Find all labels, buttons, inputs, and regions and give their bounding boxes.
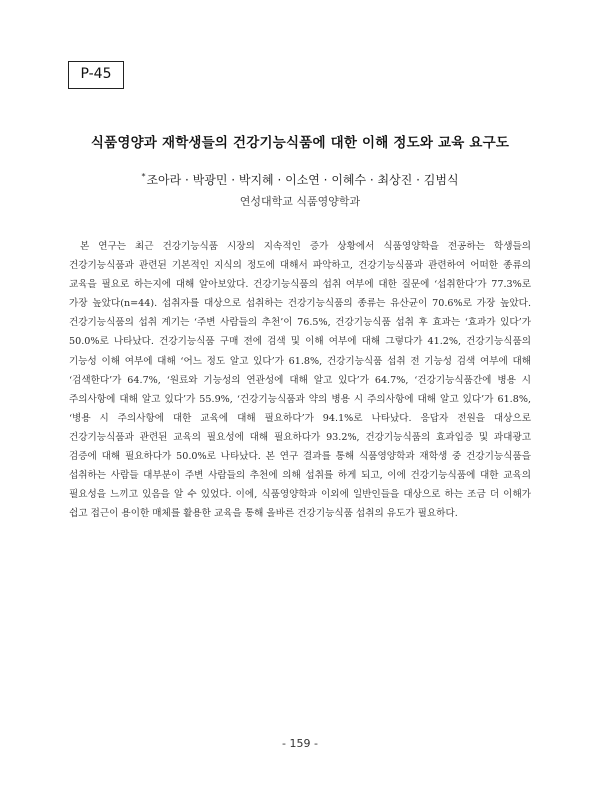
affiliation: 연성대학교 식품영양학과 [239, 195, 361, 208]
poster-number-label: P-45 [68, 61, 124, 89]
author-names: 조아라 · 박광민 · 박지혜 · 이소연 · 이혜수 · 최상진 · 김범식 [146, 173, 459, 187]
abstract-body: 본 연구는 최근 건강기능식품 시장의 지속적인 증가 상황에서 식품영양학을 전공하는 학생들의 건강기능식품과 관련된 기본적인 지식의 정도에 대해서 파악하고, 건강기능식품과 관련하여 어떠한 종류의 교육을 필요로 하는지에 대해 알아보았다. 건강기능식품의 섭취 여부에 대한 질문에 ‘섭취한다’가 77.3%로 가장 높았다(n=44). 섭취자를 대상으로 섭취하는 건강기능식품의 종류는 유산균이 70.6%로 가장 높았다. 건강기능식품의 섭취 계기는 ‘주변 사람들의 추천’이 76.5%, 건강기능식품 섭취 후 효과는 ‘효과가 있다’가 50.0%로 나타났다. 건강기능식품 구매 전에 검색 및 이해 여부에 대해 그렇다가 41.2%, 건강기능식품의 기능성 이해 여부에 대해 ‘어느 정도 알고 있다’가 61.8%, 건강기능식품 섭취 전 기능성 검색 여부에 대해 ‘검색한다’가 64.7%, ‘원료와 기능성의 연관성에 대해 알고 있다’가 64.7%, ‘건강기능식품간에 병용 시 주의사항에 대해 알고 있다’가 55.9%, ‘건강기능식품과 약의 병용 시 주의사항에 대해 알고 있다’가 61.8%, ‘병용 시 주의사항에 대한 교육에 대해 필요하다’가 94.1%로 나타났다. 응답자 전원을 대상으로 건강기능식품과 관련된 교육의 필요성에 대해 필요하다가 93.2%, 건강기능식품의 효과입증 및 과대광고 검증에 대해 필요하다가 50.0%로 나타났다. 본 연구 결과를 통해 식품영양학과 재학생 중 건강기능식품을 섭취하는 사람들 대부분이 주변 사람들의 추천에 의해 섭취를 하게 되고, 이에 건강기능식품에 대한 교육의 필요성을 느끼고 있음을 알 수 있었다. 이에, 식품영양학과 이외에 일반인들을 대상으로 하는 조금 더 이해가 쉽고 접근이 용이한 매체를 활용한 교육을 통해 올바른 건강기능식품 섭취의 유도가 필요하다. [69, 241, 531, 520]
corresponding-author-mark: * [141, 172, 146, 181]
page-number: - 159 - [282, 737, 318, 750]
author-list [40, 171, 560, 188]
paper-title: 식품영양과 재학생들의 건강기능식품에 대한 이해 정도와 교육 요구도 [90, 135, 510, 151]
